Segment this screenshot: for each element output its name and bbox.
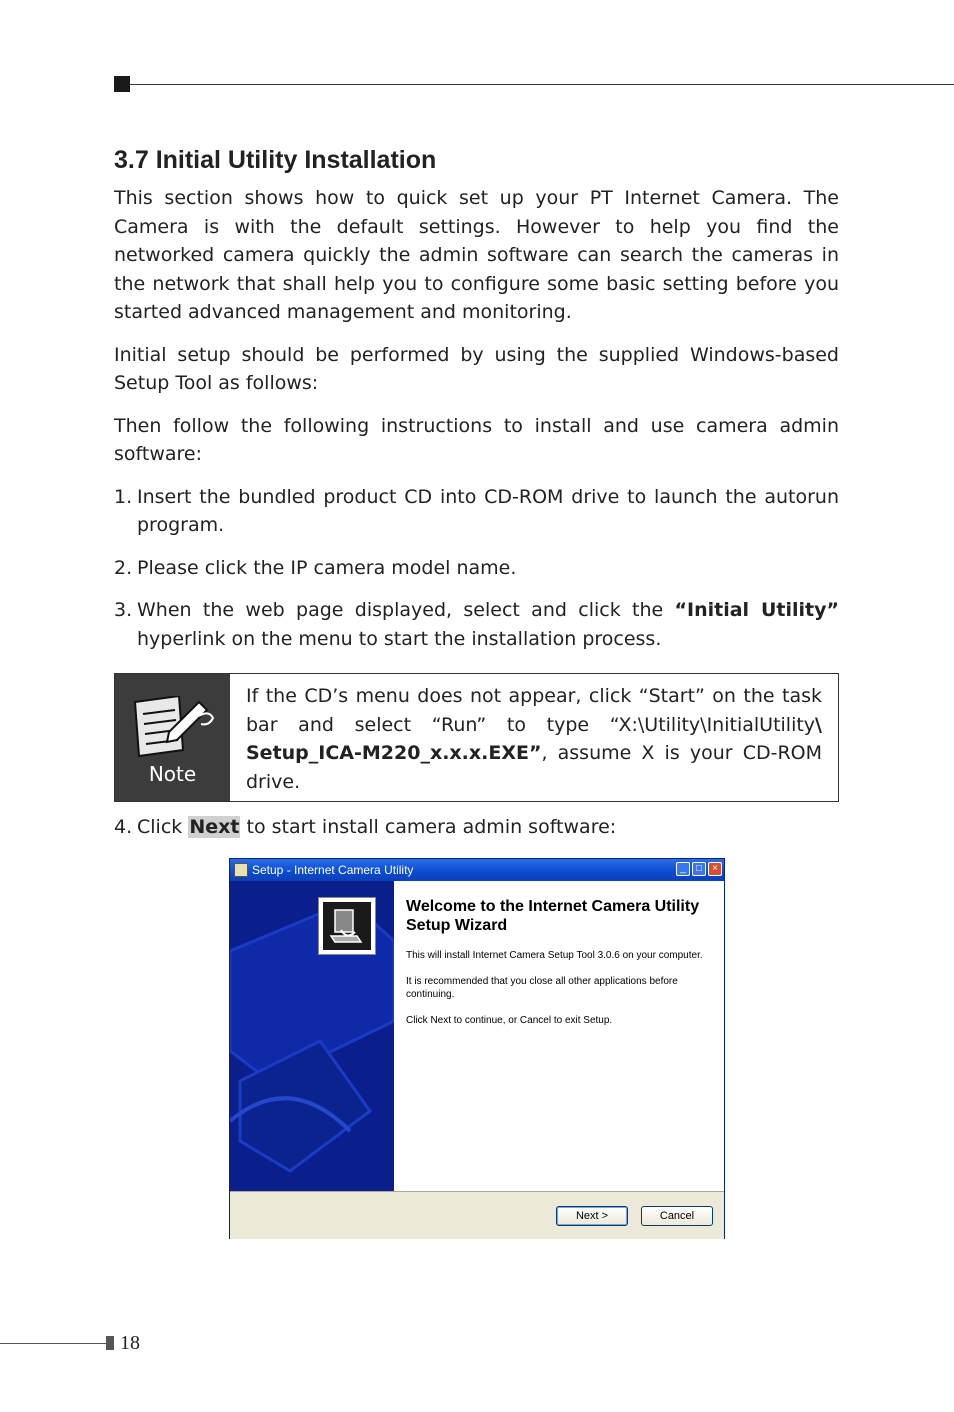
note-sidebar <box>115 674 230 801</box>
step-text-post: hyperlink on the menu to start the installation process. <box>137 627 662 650</box>
setup-dialog-screenshot <box>229 858 725 1239</box>
step-3 <box>114 596 839 653</box>
note-pencil-icon <box>129 696 217 758</box>
step-text: Insert the bundled product CD into CD-ROM drive to launch the autorun program. <box>137 485 839 536</box>
cancel-button[interactable]: Cancel <box>641 1206 713 1226</box>
step-number: 4. <box>114 816 133 838</box>
step-text <box>137 596 839 653</box>
maximize-icon: □ <box>692 862 706 876</box>
initial-utility-emphasis: “Initial Utility” <box>674 599 839 621</box>
note-text-post: , assume X is your CD-ROM drive. <box>246 742 822 793</box>
step-text: Please click the IP camera model name. <box>137 556 517 579</box>
wizard-text <box>406 897 716 1040</box>
instructions-paragraph: Then follow the following instructions to install and use camera admin software: <box>114 414 839 465</box>
dialog-titlebar <box>230 859 724 881</box>
wizard-heading: Welcome to the Internet Camera Utility Setup Wizard <box>406 898 700 934</box>
wizard-banner <box>230 881 394 1191</box>
dialog-title: Setup - Internet Camera Utility <box>252 863 414 877</box>
note-path-emphasis: \ Setup_ICA-M220_x.x.x.EXE” <box>246 713 822 764</box>
step-1 <box>114 483 839 540</box>
setup-paragraph: Initial setup should be performed by using the supplied Windows-based Setup Tool as follows: <box>114 343 839 394</box>
note-label: Note <box>148 762 197 786</box>
section-heading: 3.7 Initial Utility Installation <box>114 146 437 174</box>
wizard-line: It is recommended that you close all other applications before continuing. <box>406 976 678 1000</box>
dialog-body <box>230 881 724 1191</box>
app-window-icon <box>234 863 248 877</box>
installer-icon <box>318 897 376 955</box>
step-2 <box>114 554 839 583</box>
header-rule <box>130 84 954 85</box>
note-text-pre: If the CD’s menu does not appear, click “Start” on the task bar and select “Run” to type “X:\Utility\InitialUtility <box>246 685 822 736</box>
footer-square <box>106 1336 114 1350</box>
step-text <box>137 813 839 842</box>
wizard-line: Click Next to continue, or Cancel to exit Setup. <box>406 1015 613 1026</box>
close-icon: × <box>708 862 722 876</box>
step-number: 3. <box>114 599 133 621</box>
step-text-post: to start install camera admin software: <box>240 816 617 838</box>
step-text-pre: When the web page displayed, select and click the <box>137 599 675 621</box>
minimize-icon: _ <box>676 862 690 876</box>
next-button[interactable]: Next > <box>556 1206 628 1226</box>
note-box <box>114 673 839 802</box>
wizard-line: This will install Internet Camera Setup Tool 3.0.6 on your computer. <box>406 950 703 961</box>
intro-paragraph: This section shows how to quick set up your PT Internet Camera. The Camera is with the default settings. However to help you find the networked camera quickly the admin software can search the cameras in the network that shall help you to configure some basic setting before you started advanced management and monitoring. <box>114 187 839 323</box>
dialog-footer <box>230 1191 724 1239</box>
note-text <box>230 674 838 801</box>
step-text-pre: Click <box>137 816 189 838</box>
page-content <box>114 146 839 856</box>
step-number: 1. <box>114 485 133 508</box>
step-4 <box>114 813 839 842</box>
header-square <box>114 76 130 92</box>
step-number: 2. <box>114 556 133 579</box>
next-emphasis: Next <box>189 816 240 838</box>
page-number: 18 <box>120 1332 140 1354</box>
footer-rule <box>0 1343 106 1344</box>
